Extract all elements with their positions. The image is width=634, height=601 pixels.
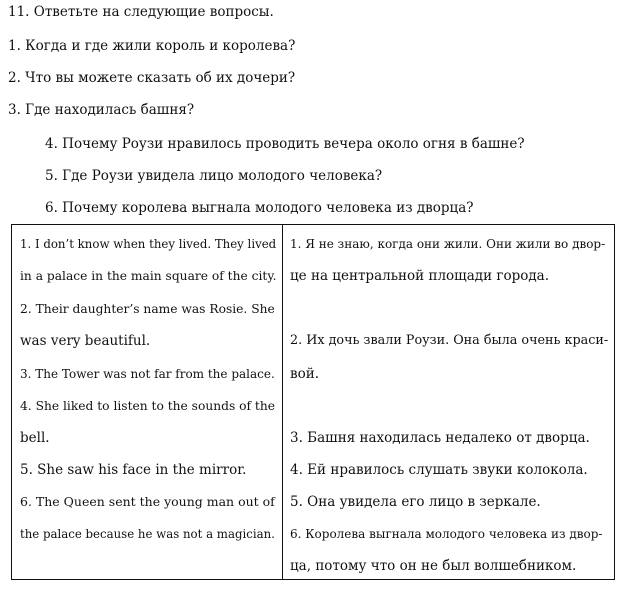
- english-line: 3. The Tower was not far from the palace.: [20, 367, 275, 381]
- english-line: 6. The Queen sent the young man out of: [20, 494, 275, 509]
- russian-line: вой.: [290, 366, 320, 382]
- english-line: 5. She saw his face in the mirror.: [20, 462, 247, 478]
- column-divider: [282, 225, 283, 579]
- russian-line: 6. Королева выгнала молодого человека из двор-: [290, 527, 603, 541]
- english-line: the palace because he was not a magician.: [20, 527, 275, 541]
- english-line: 1. I don’t know when they lived. They lived: [20, 237, 277, 251]
- english-line: was very beautiful.: [20, 333, 151, 349]
- russian-line: 1. Я не знаю, когда они жили. Они жили во двор-: [290, 237, 606, 251]
- question-1: 1. Когда и где жили король и королева?: [8, 38, 296, 54]
- question-5: 5. Где Роузи увидела лицо молодого человека?: [45, 168, 383, 184]
- english-line: bell.: [20, 430, 50, 446]
- russian-line: 2. Их дочь звали Роузи. Она была очень краси-: [290, 333, 609, 348]
- russian-line: 3. Башня находилась недалеко от дворца.: [290, 430, 590, 446]
- question-2: 2. Что вы можете сказать об их дочери?: [8, 70, 296, 86]
- english-line: 4. She liked to listen to the sounds of the: [20, 399, 275, 413]
- question-3: 3. Где находилась башня?: [8, 102, 195, 118]
- question-6: 6. Почему королева выгнала молодого человека из дворца?: [45, 200, 474, 216]
- answers-table: [11, 224, 615, 580]
- russian-line: це на центральной площади города.: [290, 268, 549, 284]
- english-line: in a palace in the main square of the city.: [20, 269, 277, 283]
- russian-line: ца, потому что он не был волшебником.: [290, 558, 577, 574]
- russian-line: 5. Она увидела его лицо в зеркале.: [290, 494, 541, 510]
- english-line: 2. Their daughter’s name was Rosie. She: [20, 302, 275, 316]
- question-4: 4. Почему Роузи нравилось проводить вечера около огня в башне?: [45, 136, 525, 152]
- russian-line: 4. Ей нравилось слушать звуки колокола.: [290, 462, 588, 478]
- exercise-heading: 11. Ответьте на следующие вопросы.: [8, 4, 274, 20]
